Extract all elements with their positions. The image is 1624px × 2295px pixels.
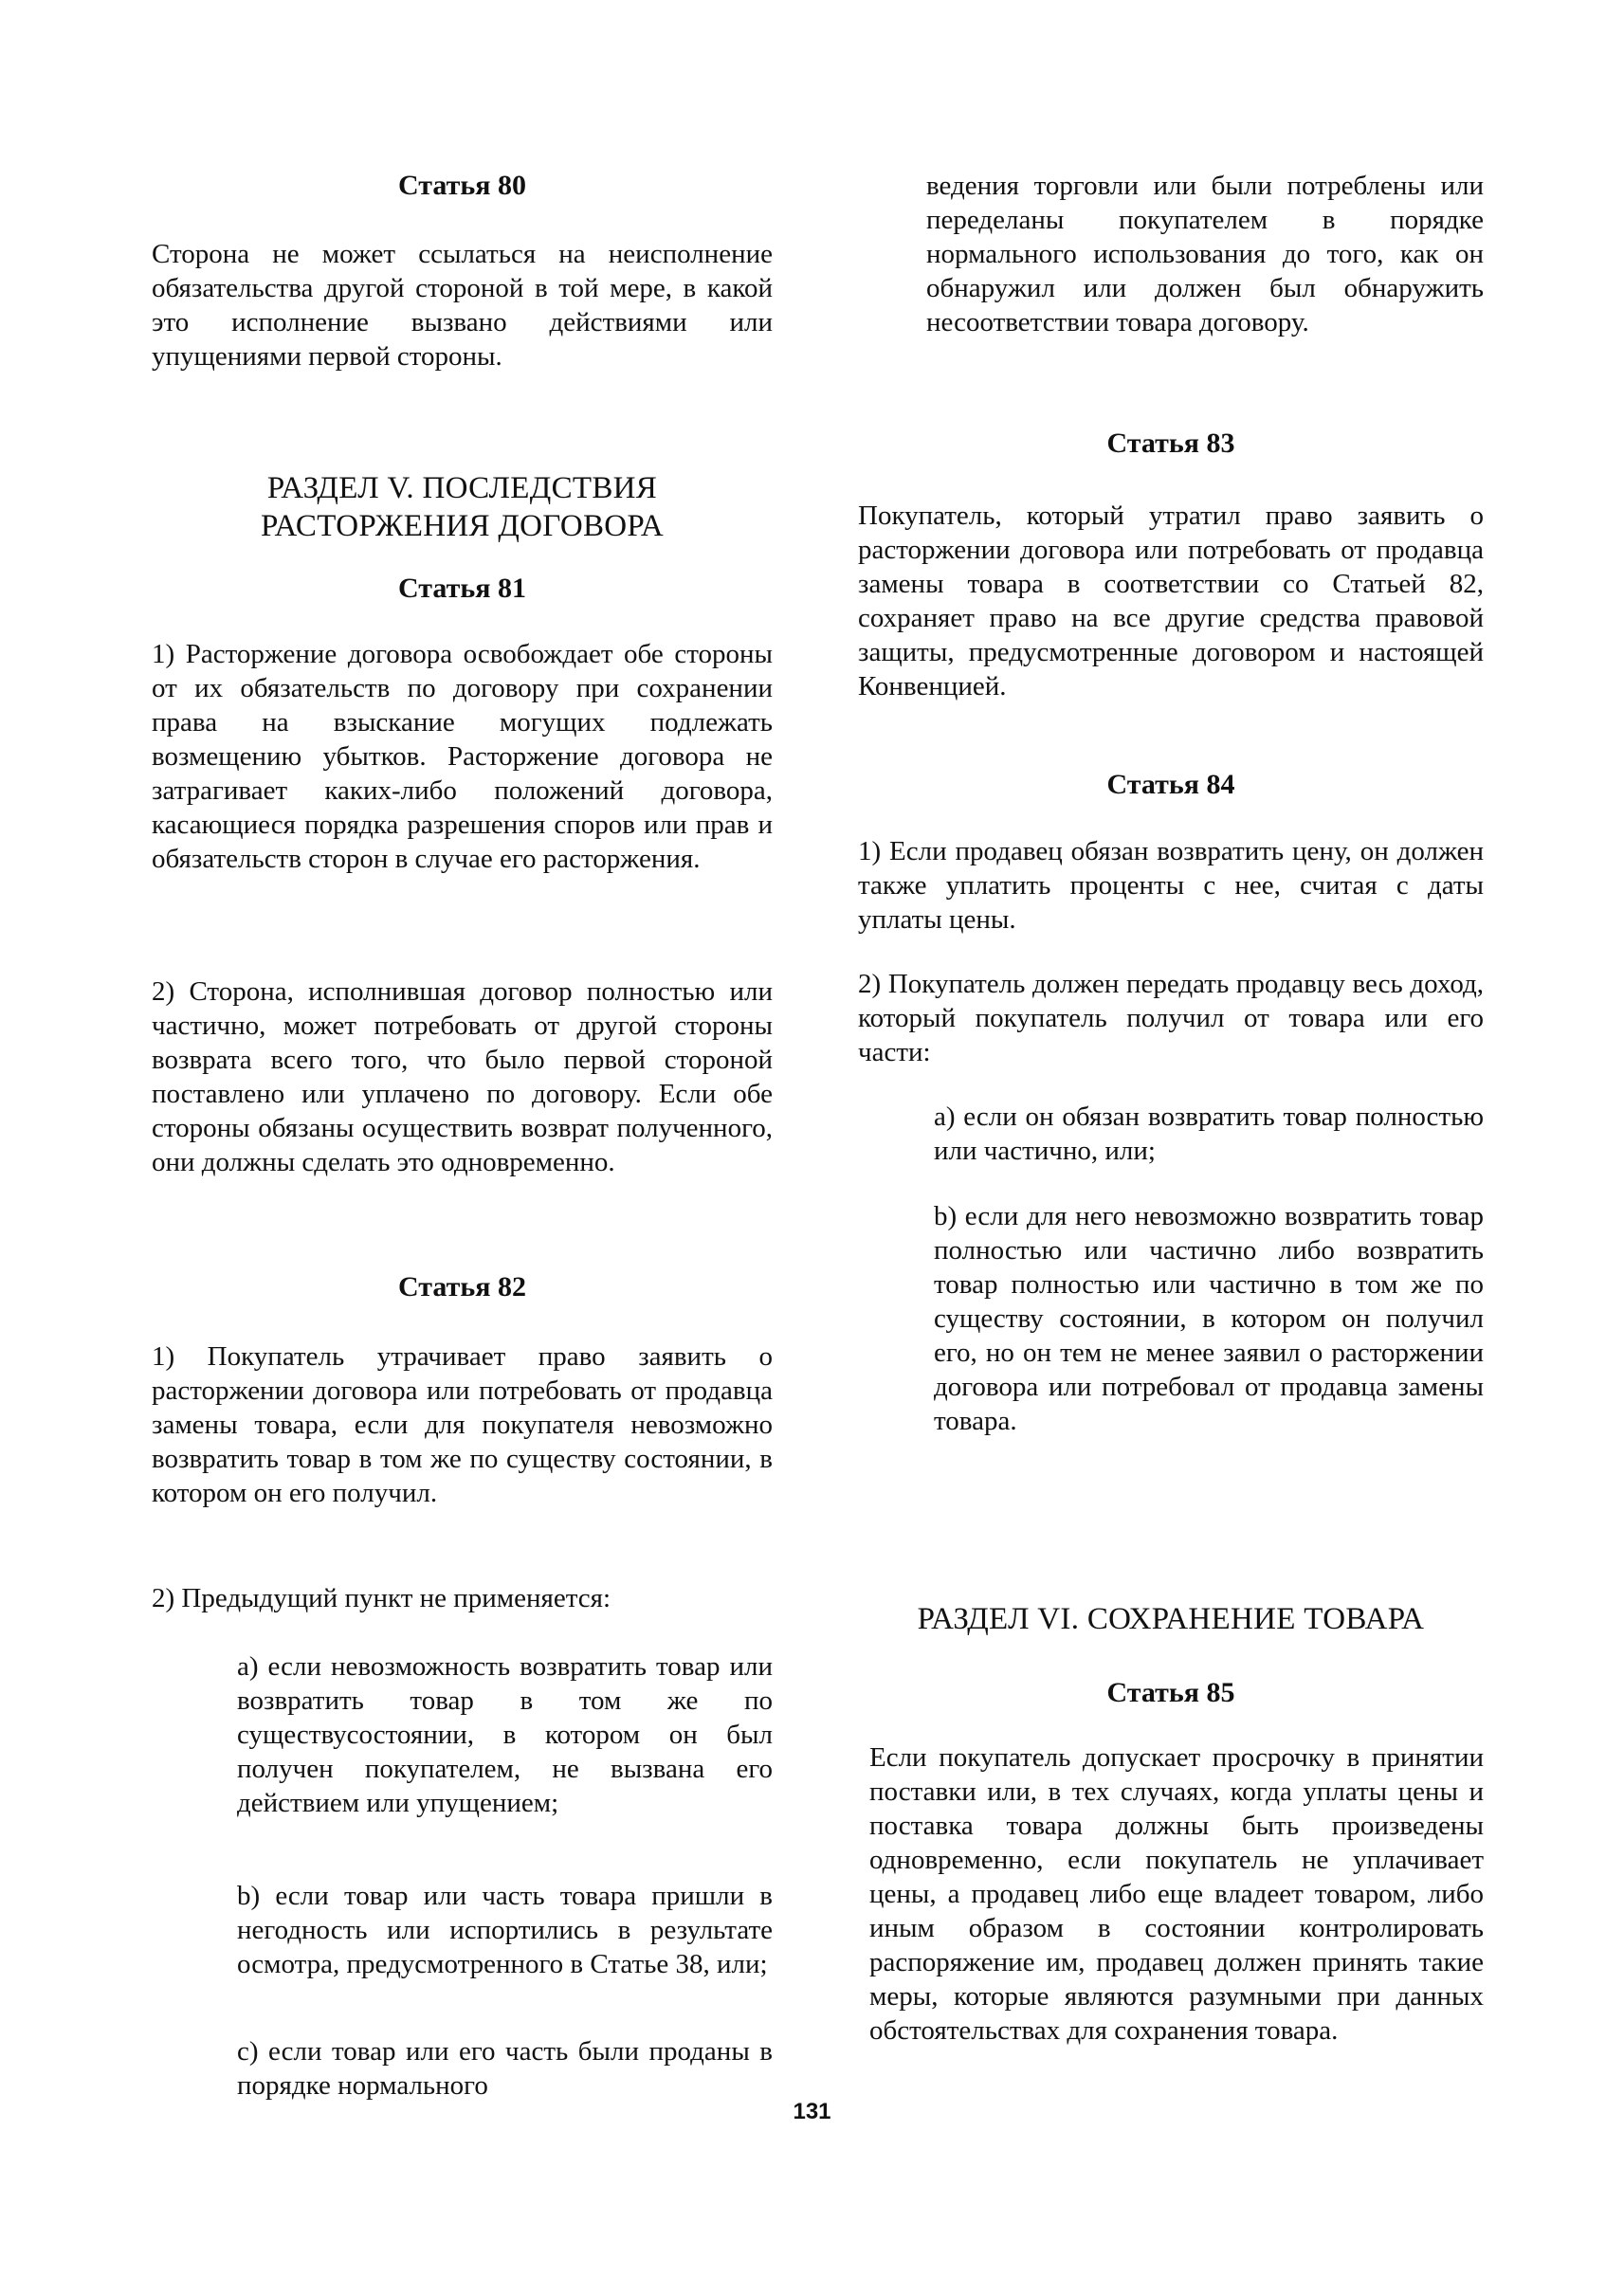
article-82-title: Статья 82 <box>398 1271 526 1302</box>
article-80-text: Сторона не может ссылаться на неисполнение обязательства другой стороной в той мере, в какой это исполнение вызвано действиями или упущениями первой стороны. <box>152 239 773 372</box>
section-6-title: РАЗДЕЛ VI. СОХРАНЕНИЕ ТОВАРА <box>917 1602 1425 1636</box>
article-82-item-b: b) если товар или часть товара пришли в негодность или испортились в результате осмотра, предусмотренного в Статье 38, или; <box>237 1881 773 1979</box>
article-82-paragraph-1: 1) Покупатель утрачивает право заявить о расторжении договора или потребовать от продавца замены товара, если для покупателя невозможно возвратить товар в том же по существу состоянии, в котором он его получил. <box>152 1341 773 1508</box>
article-84-item-b: b) если для него невозможно возвратить товар полностью или частично либо возвратить товар полностью или частично в том же по существу состоянии, в котором он получил его, но он тем не менее заявил о расторжении договора или потребовал от продавца замены товара. <box>934 1201 1484 1436</box>
article-85-text: Если покупатель допускает просрочку в принятии поставки или, в тех случаях, когда уплаты цены и поставка товара должны быть произведены одновременно, если покупатель не уплачивает цены, а продавец либо еще владеет товаром, либо иным образом в состоянии контролировать распоряжение им, продавец должен принять такие меры, которые являются разумными при данных обстоятельствах для сохранения товара. <box>869 1742 1484 2046</box>
article-84-title: Статья 84 <box>1106 769 1235 800</box>
article-80-title: Статья 80 <box>398 170 526 201</box>
article-82-item-c-continued: ведения торговли или были потреблены или переделаны покупателем в порядке нормального использования до того, как он обнаружил или должен был обнаружить несоответствии товара договору. <box>926 171 1484 337</box>
article-84-item-a: a) если он обязан возвратить товар полностью или частично, или; <box>934 1102 1484 1166</box>
article-81-paragraph-2: 2) Сторона, исполнившая договор полностью или частично, может потребовать от другой стороны возврата всего того, что было первой стороной поставлено или уплачено по договору. Если обе стороны обязаны осуществить возврат полученного, они должны сделать это одновременно. <box>152 976 773 1177</box>
article-82-item-c: c) если товар или его часть были проданы в порядке нормального <box>237 2036 773 2101</box>
section-5-title: РАЗДЕЛ V. ПОСЛЕДСТВИЯ РАСТОРЖЕНИЯ ДОГОВОРА <box>261 471 664 543</box>
article-82-item-a: a) если невозможность возвратить товар или возвратить товар в том же по существусостоянии, в котором он был получен покупателем, не вызвана его действием или упущением; <box>237 1651 773 1818</box>
page-number: 131 <box>793 2099 831 2124</box>
article-83-title: Статья 83 <box>1106 428 1235 459</box>
article-85-title: Статья 85 <box>1106 1677 1235 1708</box>
article-81-title: Статья 81 <box>398 573 526 604</box>
article-82-paragraph-2: 2) Предыдущий пункт не применяется: <box>152 1583 611 1613</box>
article-83-text: Покупатель, который утратил право заявить о расторжении договора или потребовать от продавца замены товара в соответствии со Статьей 82, сохраняет право на все другие средства правовой защиты, предусмотренные договором и настоящей Конвенцией. <box>858 501 1484 701</box>
article-81-paragraph-1: 1) Расторжение договора освобождает обе стороны от их обязательств по договору при сохранении права на взыскание могущих подлежать возмещению убытков. Расторжение договора не затрагивает каких-либо положений договора, касающиеся порядка разрешения споров или прав и обязательств сторон в случае его расторжения. <box>152 639 773 874</box>
article-84-paragraph-1: 1) Если продавец обязан возвратить цену, он должен также уплатить проценты с нее, считая с даты уплаты цены. <box>858 836 1484 935</box>
article-84-paragraph-2: 2) Покупатель должен передать продавцу весь доход, который покупатель получил от товара или его части: <box>858 969 1484 1067</box>
